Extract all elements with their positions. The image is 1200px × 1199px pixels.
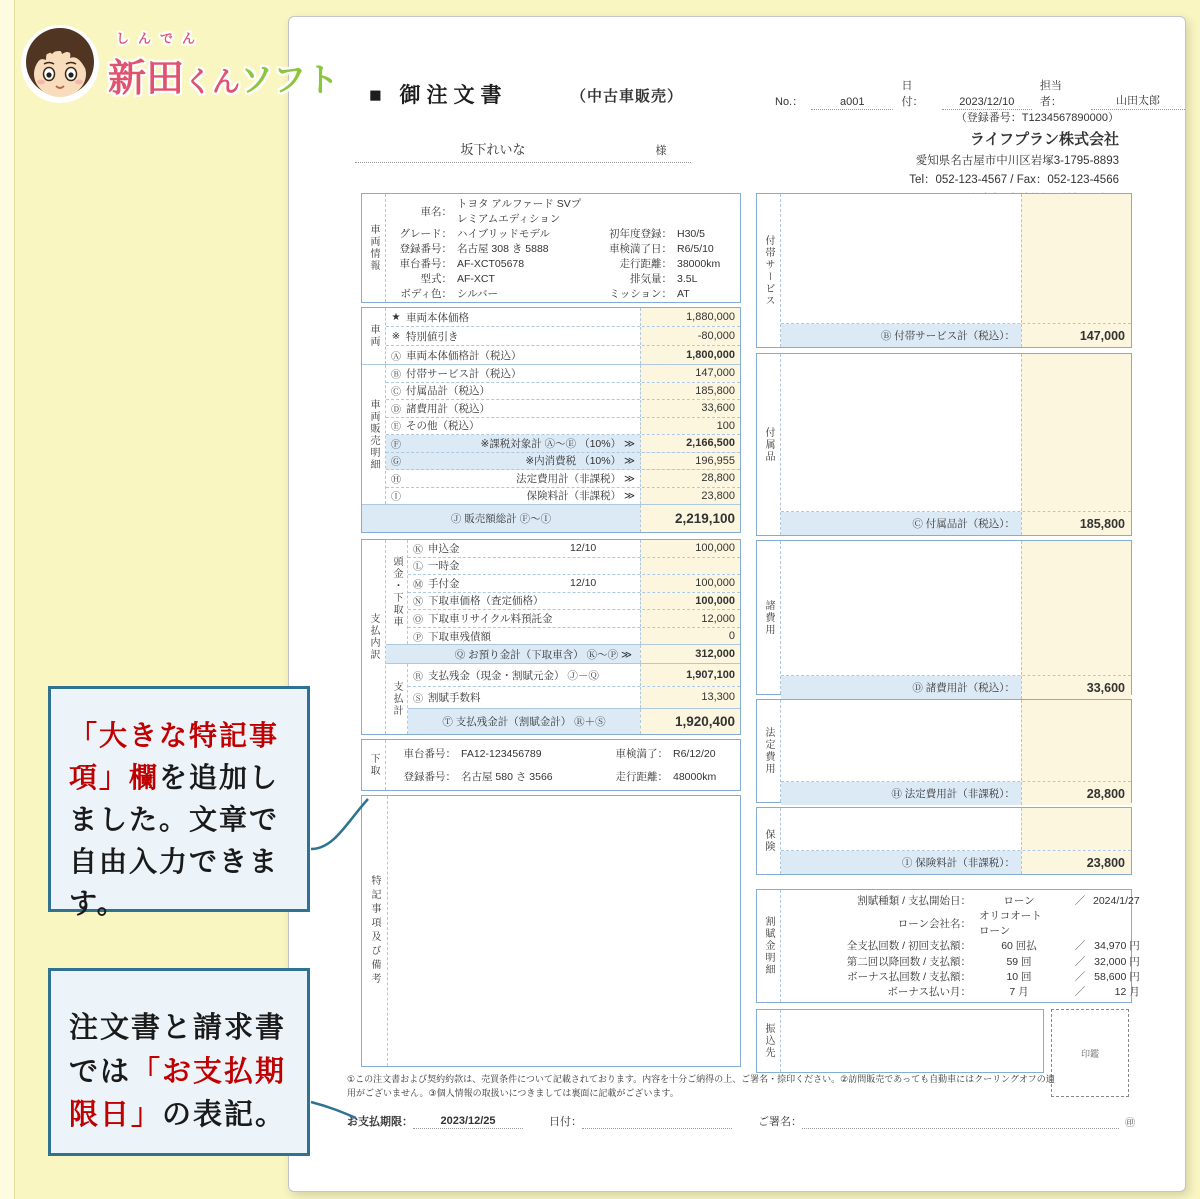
field-label: 排気量：: [630, 273, 672, 285]
tradein-table: [361, 739, 741, 791]
table-row: [386, 400, 740, 418]
insurance-total-row: [781, 850, 1131, 874]
slash-separator: ／: [1074, 955, 1086, 968]
row-mark: Ⓒ: [391, 387, 401, 399]
vehicle-info-row: [386, 196, 740, 226]
row-value: 100,000: [640, 593, 740, 610]
field-value: R6/12/20: [673, 747, 716, 760]
row-label: 諸費用計（税込）: [406, 402, 490, 415]
field-value: 7 月: [1009, 985, 1029, 998]
row-label: 支払残金（現金・割賦元金） Ⓙ－Ⓠ: [428, 669, 599, 682]
table-row: [386, 346, 740, 364]
page-subtitle: （中古車販売）: [571, 88, 684, 105]
special-notes-table: [361, 795, 741, 1067]
item-value: [1028, 197, 1125, 216]
row-mark: Ⓕ: [391, 439, 401, 451]
note-line: [398, 867, 730, 883]
bank-transfer-label: 振込先: [757, 1010, 781, 1072]
order-form-sheet: [288, 16, 1186, 1192]
row-value: 196,955: [640, 453, 740, 470]
item-name: [788, 763, 1014, 778]
vehicle-info-row: [386, 271, 740, 286]
row-value: 1,800,000: [640, 346, 740, 364]
item-name: [788, 748, 1014, 763]
installment-row: [781, 969, 1150, 984]
row-value: 100: [640, 418, 740, 435]
total-value: 312,000: [640, 645, 740, 663]
table-row: [408, 575, 740, 593]
note-line: [398, 803, 730, 819]
total-label: Ⓒ 付属品計（税込）：: [781, 512, 1021, 535]
table-row: [386, 488, 740, 505]
table-row: [408, 558, 740, 576]
seller-address: 愛知県名古屋市中川区岩塚3-1795-8893: [915, 155, 1119, 167]
row-mark: Ⓡ: [413, 671, 423, 683]
item-name: [788, 733, 1014, 748]
item-name: [788, 718, 1014, 733]
logo-name-soft: ソフト: [240, 61, 340, 98]
callout-black-text: を追加しました。文章で自由入力できます。: [69, 762, 280, 919]
field-value: 38000km: [677, 257, 721, 270]
staff-label: 担当者：: [1039, 80, 1062, 108]
callout-black-text: 注文書と請求書では: [69, 1012, 287, 1088]
vehicle-info-label: 車両情報: [362, 194, 386, 302]
table-row: [386, 470, 740, 488]
slash-separator: ／: [1074, 895, 1086, 908]
row-mark: Ⓟ: [413, 632, 423, 644]
accessories-label: 付属品: [757, 354, 781, 535]
no-value: a001: [811, 96, 893, 110]
tradein-row: [386, 765, 740, 788]
date-label: 日付：: [901, 80, 924, 108]
total-value: 23,800: [1021, 851, 1131, 874]
callout-red-text: 「大きな特記事項」欄: [69, 720, 280, 793]
item-value: [1028, 576, 1125, 592]
slash-separator: ／: [1074, 985, 1086, 998]
row-mark: Ⓑ: [391, 369, 401, 381]
customer-name: 坂下れいな: [460, 142, 526, 157]
table-row: [408, 593, 740, 611]
note-line: [398, 963, 730, 979]
field-value: 59 回: [1006, 955, 1032, 968]
field-label: 車名：: [420, 205, 452, 218]
field-value: 32,000 円: [1094, 955, 1140, 968]
total-label: Ⓠ お預り金計（下取車含） Ⓚ～Ⓟ ≫: [386, 645, 640, 663]
row-value: 2,166,500: [640, 435, 740, 452]
legal-fees-table: [756, 699, 1132, 803]
item-value: [1028, 624, 1125, 640]
field-value: R6/5/10: [677, 242, 714, 255]
item-value: [1028, 235, 1125, 254]
row-label: 手付金: [428, 577, 460, 590]
item-value: [1028, 608, 1125, 624]
row-label: 一時金: [428, 560, 460, 573]
row-label: 申込金: [428, 542, 460, 555]
row-value: 147,000: [640, 365, 740, 382]
item-name: [788, 254, 1014, 273]
total-value: 1,920,400: [640, 709, 740, 734]
staff-value: 山田太郎: [1091, 92, 1185, 110]
page-title: ■ 御注文書: [369, 84, 508, 107]
services-label: 付帯サービス: [757, 194, 781, 347]
field-label: ボーナス払い月：: [887, 985, 971, 998]
item-value: [1028, 703, 1125, 718]
row-value: 1,880,000: [640, 308, 740, 326]
row-label: 保険料計（非課税） ≫: [526, 490, 635, 503]
row-label: 車両本体価格: [406, 311, 469, 324]
insurance-table: [756, 807, 1132, 875]
field-label: 走行距離：: [619, 258, 672, 270]
field-value: 名古屋 580 さ 3566: [461, 771, 553, 783]
row-date: 12/10: [570, 542, 597, 555]
field-label: グレード：: [399, 228, 452, 240]
seller-registration-number: （登録番号：T1234567890000）: [955, 112, 1119, 124]
field-value: FA12-123456789: [461, 747, 542, 760]
field-value: 48000km: [673, 770, 717, 783]
special-notes-label: 特記事項及び備考: [362, 796, 388, 1066]
seller-info: [909, 109, 1119, 204]
field-label: 型式：: [420, 273, 452, 285]
signature-label: ご署名：: [758, 1116, 802, 1128]
callout-duedate-feature: [48, 968, 310, 1156]
table-row: [408, 610, 740, 628]
installment-label: 割賦金明細: [757, 890, 781, 1002]
row-mark: ★: [391, 311, 401, 323]
item-name: [788, 395, 1014, 414]
item-name: [788, 216, 1014, 235]
field-value: トヨタ アルファード SVプレミアムエディション: [457, 198, 582, 225]
field-label: 登録番号：: [399, 243, 452, 255]
total-value: 33,600: [1021, 676, 1131, 699]
item-value: [1028, 733, 1125, 748]
table-row: [386, 453, 740, 471]
slash-separator: ／: [1074, 940, 1086, 953]
item-value: [1028, 560, 1125, 576]
field-value: 12 月: [1114, 985, 1140, 998]
payment-total-group-label: 支払計: [386, 664, 408, 734]
item-name: [788, 560, 1014, 576]
field-label: 登録番号：: [403, 771, 456, 783]
item-name: [788, 544, 1014, 560]
field-label: 車台番号：: [403, 748, 456, 760]
item-name: [788, 827, 1014, 843]
seller-company-name: ライフプラン株式会社: [969, 131, 1119, 148]
vehicle-info-row: [386, 241, 740, 256]
field-label: 車検満了日：: [609, 243, 672, 255]
row-mark: Ⓗ: [391, 474, 401, 486]
total-value: 185,800: [1021, 512, 1131, 535]
total-label: Ⓗ 法定費用計（非課税）：: [781, 782, 1021, 805]
seal-stamp-label: 印鑑: [1080, 1048, 1099, 1059]
row-label: 特別値引き: [406, 330, 459, 343]
row-mark: Ⓔ: [391, 422, 401, 434]
payment-label: 支払内訳: [362, 540, 386, 734]
signature-blank-line: [802, 1115, 1119, 1129]
note-line: [398, 931, 730, 947]
table-row: [386, 435, 740, 453]
deposit-total-row: [386, 644, 740, 663]
installment-row: [781, 953, 1150, 968]
row-label: 割賦手数料: [428, 691, 481, 704]
row-label: 車両本体価格計（税込）: [406, 349, 522, 362]
item-value: [1028, 763, 1125, 778]
total-label: Ⓘ 保険料計（非課税）：: [781, 851, 1021, 874]
sales-group-label: 車両販売明細: [362, 365, 386, 504]
table-row: [386, 308, 740, 327]
item-value: [1028, 811, 1125, 827]
row-value: 12,000: [640, 610, 740, 627]
row-value: 28,800: [640, 470, 740, 487]
field-value: 34,970 円: [1094, 940, 1140, 953]
note-line: [398, 835, 730, 851]
item-value: [1028, 656, 1125, 672]
item-value: [1028, 592, 1125, 608]
row-date: 12/10: [570, 577, 597, 590]
table-row: [386, 327, 740, 346]
row-label: ※内消費税 （10%） ≫: [525, 455, 635, 468]
installment-table: [756, 889, 1140, 1003]
item-name: [788, 608, 1014, 624]
vehicle-info-table: [361, 193, 741, 303]
field-value: AF-XCT05678: [457, 257, 525, 270]
row-value: 100,000: [640, 540, 740, 557]
row-label: 下取車リサイクル料預託金: [428, 613, 553, 626]
field-label: 全支払回数 / 初回支払額：: [846, 940, 971, 953]
table-row: [386, 383, 740, 401]
table-row: [408, 687, 740, 708]
row-value: 23,800: [640, 488, 740, 505]
row-value: [640, 558, 740, 575]
field-value: 3.5L: [677, 272, 698, 285]
accessories-table: [756, 353, 1132, 536]
field-value: 名古屋 308 き 5888: [457, 243, 549, 255]
date-blank-line: [582, 1115, 732, 1129]
insurance-label: 保険: [757, 808, 781, 874]
field-label: ローン会社名：: [897, 917, 971, 930]
row-label: ※課税対象計 Ⓐ～Ⓔ （10%） ≫: [480, 437, 635, 450]
field-label: ミッション：: [609, 288, 672, 300]
customer-honorific: 様: [655, 145, 667, 157]
item-value: [1028, 414, 1125, 433]
field-value: ローン: [1003, 895, 1035, 908]
sales-group-label: 車両: [362, 308, 386, 364]
item-name: [788, 592, 1014, 608]
item-value: [1028, 827, 1125, 843]
field-value: オリコオートローン: [979, 910, 1042, 938]
logo-furigana: しんでん: [116, 31, 205, 46]
payment-total-row: [408, 708, 740, 734]
downpayment-group-label: 頭金・下取車: [386, 540, 408, 644]
row-value: 185,800: [640, 383, 740, 400]
item-name: [788, 624, 1014, 640]
installment-row: [781, 893, 1150, 908]
row-mark: Ⓐ: [391, 351, 401, 363]
row-label: 付属品計（税込）: [406, 385, 490, 398]
row-mark: Ⓓ: [391, 404, 401, 416]
legal-fees-label: 法定費用: [757, 700, 781, 802]
row-mark: ※: [391, 330, 401, 342]
item-value: [1028, 357, 1125, 376]
total-label: Ⓣ 支払残金計（割賦金計） Ⓡ＋Ⓢ: [408, 709, 640, 734]
terms-disclaimer: ①この注文書および契約約款は、売買条件について記載されております。内容を十分ご納得の上、ご署名・捺印ください。②訪問販売であっても自動車にはクーリングオフの適用がございません。③個人情報の取扱いにつきましては裏面に記載がございます。: [347, 1074, 1055, 1098]
note-line: [398, 883, 730, 899]
date-label: 日付：: [549, 1116, 582, 1128]
field-label: 車検満了：: [615, 748, 668, 760]
field-value: 58,600 円: [1094, 970, 1140, 983]
document-meta: [775, 77, 1185, 110]
accessories-total-row: [781, 511, 1131, 535]
field-label: 走行距離：: [615, 771, 668, 783]
vehicle-info-row: [386, 256, 740, 271]
note-line: [398, 851, 730, 867]
slash-separator: ／: [1074, 970, 1086, 983]
field-label: 車台番号：: [399, 258, 452, 270]
field-label: 第二回以降回数 / 支払額：: [846, 955, 971, 968]
date-value: 2023/12/10: [942, 96, 1032, 110]
row-value: 1,907,100: [640, 664, 740, 685]
field-value: AT: [677, 287, 690, 300]
row-value: 0: [640, 628, 740, 645]
item-value: [1028, 216, 1125, 235]
seal-stamp-box: [1051, 1009, 1129, 1097]
row-mark: Ⓛ: [413, 562, 423, 574]
row-mark: Ⓘ: [391, 492, 401, 504]
field-label: ボディ色：: [400, 288, 452, 300]
row-value: 13,300: [640, 687, 740, 708]
total-value: 2,219,100: [640, 505, 740, 532]
legal-fees-total-row: [781, 781, 1131, 805]
row-mark: Ⓖ: [391, 457, 401, 469]
note-line: [398, 899, 730, 915]
item-value: [1028, 640, 1125, 656]
logo-name-main: 新田: [108, 58, 185, 100]
sales-total-row: [362, 504, 740, 532]
row-mark: Ⓚ: [413, 544, 423, 556]
vehicle-info-row: [386, 226, 740, 241]
fees-label: 諸費用: [757, 541, 781, 694]
callout-black-text: の表記。: [162, 1099, 287, 1131]
item-name: [788, 235, 1014, 254]
item-value: [1028, 718, 1125, 733]
app-logo: [20, 24, 339, 106]
note-line: [398, 947, 730, 963]
note-line: [398, 915, 730, 931]
row-value: 100,000: [640, 575, 740, 592]
logo-text: [108, 28, 339, 102]
item-name: [788, 576, 1014, 592]
tradein-label: 下取: [362, 740, 386, 790]
field-value: 60 回払: [1001, 940, 1037, 953]
item-name: [788, 197, 1014, 216]
row-mark: Ⓝ: [413, 597, 423, 609]
callout-notes-feature: [48, 686, 310, 919]
total-label: Ⓑ 付帯サービス計（税込）：: [781, 324, 1021, 347]
item-value: [1028, 395, 1125, 414]
item-name: [788, 656, 1014, 672]
signature-row: [347, 1113, 1135, 1129]
item-name: [788, 376, 1014, 395]
bank-transfer-box: [756, 1009, 1044, 1073]
item-value: [1028, 748, 1125, 763]
item-name: [788, 811, 1014, 827]
row-label: 法定費用計（非課税） ≫: [516, 472, 635, 485]
table-row: [408, 664, 740, 686]
item-name: [788, 703, 1014, 718]
item-name: [788, 640, 1014, 656]
vehicle-info-row: [386, 286, 740, 301]
total-label: Ⓙ 販売額総計 Ⓕ～Ⓘ: [362, 505, 640, 532]
item-value: [1028, 544, 1125, 560]
customer-name-line: [355, 139, 691, 163]
callout-red-text: 「お支払期限日」: [69, 1055, 287, 1131]
table-row: [408, 540, 740, 558]
note-line: [398, 819, 730, 835]
sales-detail-table: [361, 307, 741, 533]
installment-row: [781, 908, 1150, 938]
item-name: [788, 414, 1014, 433]
total-value: 147,000: [1021, 324, 1131, 347]
seal-mark: ㊞: [1125, 1118, 1135, 1129]
total-label: Ⓓ 諸費用計（税込）：: [781, 676, 1021, 699]
field-value: H30/5: [677, 227, 706, 240]
row-label: 下取車価格（査定価格）: [428, 595, 544, 608]
row-mark: Ⓞ: [413, 615, 423, 627]
services-table: [756, 193, 1132, 348]
logo-name-kun: くん: [184, 66, 241, 97]
field-value: 10 回: [1006, 970, 1032, 983]
table-row: [408, 628, 740, 645]
field-value: AF-XCT: [457, 272, 495, 285]
field-label: ボーナス払回数 / 支払額：: [847, 970, 971, 983]
tradein-row: [386, 742, 740, 765]
payment-due-value: 2023/12/25: [413, 1115, 523, 1129]
field-value: 2024/1/27: [1093, 894, 1140, 907]
seller-tel-fax: Tel：052-123-4567 / Fax：052-123-4566: [909, 174, 1119, 186]
row-mark: Ⓜ: [413, 579, 423, 591]
field-label: 割賦種類 / 支払開始日：: [857, 895, 971, 908]
row-value: -80,000: [640, 327, 740, 345]
item-name: [788, 357, 1014, 376]
field-value: シルバー: [457, 288, 499, 300]
row-label: 付帯サービス計（税込）: [406, 367, 522, 380]
row-label: 下取車残債額: [428, 630, 491, 643]
row-mark: Ⓢ: [413, 693, 423, 705]
item-value: [1028, 376, 1125, 395]
field-value: ハイブリッドモデル: [457, 228, 550, 240]
fees-total-row: [781, 675, 1131, 699]
payment-due-label: お支払期限：: [347, 1116, 413, 1128]
row-value: 33,600: [640, 400, 740, 417]
payment-breakdown-table: [361, 539, 741, 735]
table-row: [386, 365, 740, 383]
installment-row: [781, 984, 1150, 999]
item-value: [1028, 254, 1125, 273]
no-label: No.：: [775, 96, 804, 108]
services-total-row: [781, 323, 1131, 347]
total-value: 28,800: [1021, 782, 1131, 805]
fees-table: [756, 540, 1132, 695]
boy-face-icon: [20, 24, 100, 106]
field-label: 初年度登録：: [609, 228, 672, 240]
table-row: [386, 418, 740, 436]
row-label: その他（税込）: [406, 420, 480, 433]
installment-row: [781, 938, 1150, 953]
